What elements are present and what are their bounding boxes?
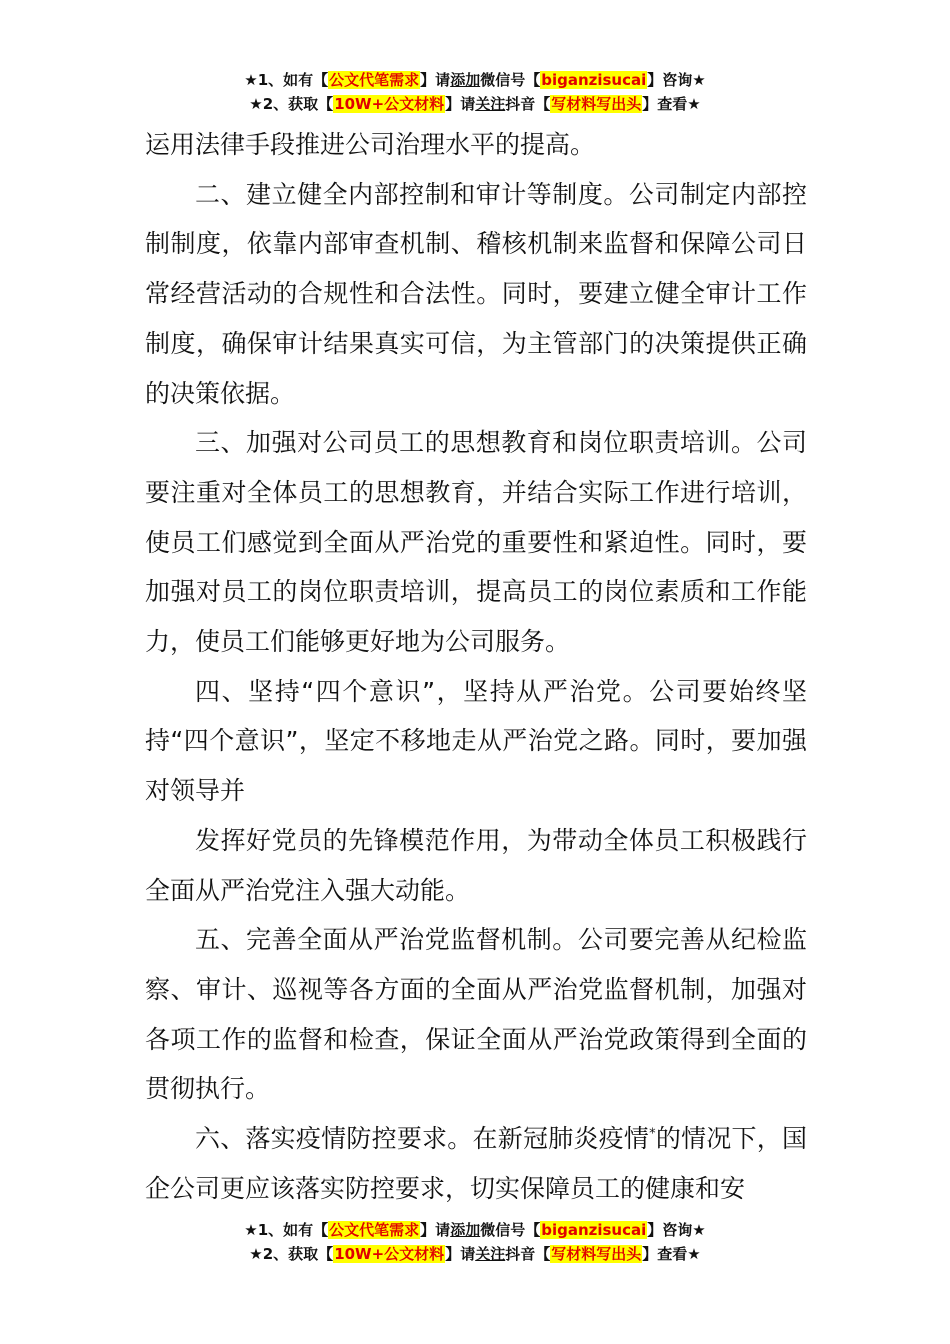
underlined-text: 关注 [475, 1245, 506, 1263]
paragraph: 发挥好党员的先锋模范作用，为带动全体员工积极践行全面从严治党注入强大动能。 [145, 825, 807, 905]
highlight-text: 写材料写出头 [551, 1245, 642, 1263]
banner-text: 微信号【 [480, 71, 541, 89]
banner-line-1 [0, 1218, 950, 1242]
paragraph: 五、完善全面从严治党监督机制。公司要完善从纪检监察、审计、巡视等各方面的全面从严治党监督机制，加强对各项工作的监督和检查，保证全面从严治党政策得到全面的贯彻执行。 [145, 925, 807, 1104]
highlight-text: 公文代笔需求 [329, 1221, 420, 1239]
banner-text: ★1、如有【 [244, 71, 329, 89]
banner-text: 】请 [445, 95, 476, 113]
banner-line-2 [0, 92, 950, 116]
paragraph: 二、建立健全内部控制和审计等制度。公司制定内部控制制度，依靠内部审查机制、稽核机制来监督和保障公司日常经营活动的合规性和合法性。同时，要建立健全审计工作制度，确保审计结果真实可信，为主管部门的决策提供正确的决策依据。 [145, 179, 807, 408]
banner-line-2 [0, 1242, 950, 1266]
footer-banner [0, 1218, 950, 1266]
highlight-text: 公文代笔需求 [329, 71, 420, 89]
banner-text: 】查看★ [642, 1245, 701, 1263]
document-body [145, 120, 807, 1213]
banner-text: 微信号【 [480, 1221, 541, 1239]
paragraph-last [145, 1114, 807, 1213]
highlight-text: 写材料写出头 [551, 95, 642, 113]
banner-text: 抖音【 [505, 1245, 551, 1263]
highlight-text: 10W+公文材料 [334, 1245, 445, 1263]
banner-text: 】请 [445, 1245, 476, 1263]
banner-text: 】咨询★ [647, 1221, 706, 1239]
banner-text: ★1、如有【 [244, 1221, 329, 1239]
banner-text: 】请 [420, 71, 451, 89]
banner-text: 】咨询★ [647, 71, 706, 89]
header-banner [0, 68, 950, 116]
paragraph-text: 的情况下，国企公司更应该落实防控要求，切实保障员工的健康和安 [145, 1124, 807, 1203]
banner-text: 抖音【 [505, 95, 551, 113]
banner-text: ★2、获取【 [249, 95, 334, 113]
footnote-mark: * [649, 1126, 656, 1142]
highlight-text: 10W+公文材料 [334, 95, 445, 113]
banner-text: 】请 [420, 1221, 451, 1239]
banner-text: 】查看★ [642, 95, 701, 113]
paragraph: 四、坚持“四个意识”，坚持从严治党。公司要始终坚持“四个意识”，坚定不移地走从严治党之路。同时，要加强对领导并 [145, 676, 807, 806]
highlight-text: biganzisucai [541, 1221, 647, 1239]
paragraph: 三、加强对公司员工的思想教育和岗位职责培训。公司要注重对全体员工的思想教育，并结合实际工作进行培训，使员工们感觉到全面从严治党的重要性和紧迫性。同时，要加强对员工的岗位职责培训，提高员工的岗位素质和工作能力，使员工们能够更好地为公司服务。 [145, 428, 807, 657]
banner-text: ★2、获取【 [249, 1245, 334, 1263]
underlined-text: 添加 [450, 71, 481, 89]
underlined-text: 添加 [450, 1221, 481, 1239]
underlined-text: 关注 [475, 95, 506, 113]
paragraph: 运用法律手段推进公司治理水平的提高。 [145, 130, 596, 159]
highlight-text: biganzisucai [541, 71, 647, 89]
banner-line-1 [0, 68, 950, 92]
paragraph-text: 六、落实疫情防控要求。在新冠肺炎疫情 [195, 1124, 650, 1154]
